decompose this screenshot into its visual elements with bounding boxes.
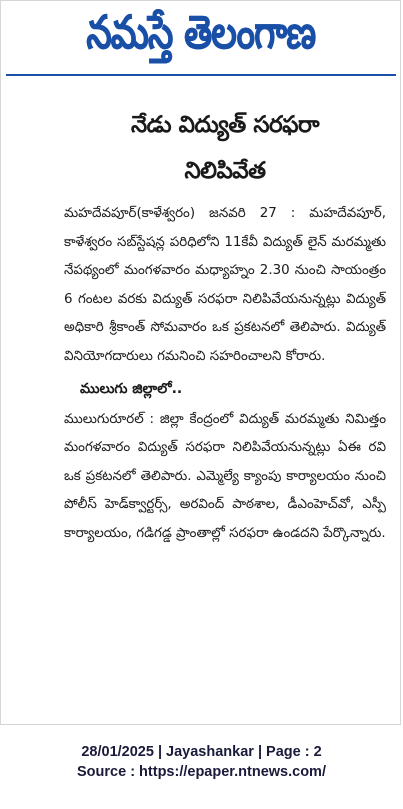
article-paragraph-1: మహదేవపూర్(కాళేశ్వరం) జనవరి 27 : మహదేవపూర్, కాళేశ్వరం సబ్‌స్టేషన్ల పరిధిలోని 11కేవీ విద్యుత్ లైన్ మరమ్మతు నేపథ్యంలో మంగళవారం మధ్యాహ్నం 2.30 నుంచి సాయంత్రం 6 గంటల వరకు విద్యుత్ సరఫరా నిలిపివేయనున్నట్లు విద్యుత్ అధికారి శ్రీకాంత్ సోమవారం ఒక ప్రకటనలో తెలిపారు. విద్యుత్ వినియోగదారులు గమనించి సహరించాలని కోరారు.	[64, 206, 386, 364]
headline-line-1: నేడు విద్యుత్ సరఫరా	[130, 112, 320, 138]
article-paragraph-2: ములుగురూరల్ : జిల్లా కేంద్రంలో విద్యుత్ మరమ్మతు నిమిత్తం మంగళవారం విద్యుత్ సరఫరా నిలిపివేయనున్నట్లు ఏఈ రవి ఒక ప్రకటనలో తెలిపారు. ఎమ్మెల్యే క్యాంపు కార్యాలయం నుంచి పోలీస్ హెడ్‌క్వార్టర్స్, అరవింద్ పాఠశాల, డీఎంహెచ్‌వో, ఎస్పీ కార్యాలయం, గడిగడ్డ ప్రాంతాల్లో సరఫరా ఉండదని పేర్కొన్నారు.	[64, 411, 386, 541]
news-article	[64, 102, 386, 549]
masthead-divider	[6, 74, 396, 76]
footer-date-page: 28/01/2025 | Jayashankar | Page : 2	[81, 744, 322, 760]
article-subheading: ములుగు జిల్లాలో..	[80, 380, 183, 397]
footer-source-url: Source : https://epaper.ntnews.com/	[77, 764, 326, 780]
newspaper-masthead	[6, 6, 396, 70]
article-headline	[64, 102, 386, 194]
article-body	[64, 200, 386, 549]
headline-line-2: నిలిపివేత	[184, 158, 266, 184]
source-footer	[0, 742, 403, 782]
masthead-title: నమస్తే తెలంగాణ	[86, 6, 316, 59]
